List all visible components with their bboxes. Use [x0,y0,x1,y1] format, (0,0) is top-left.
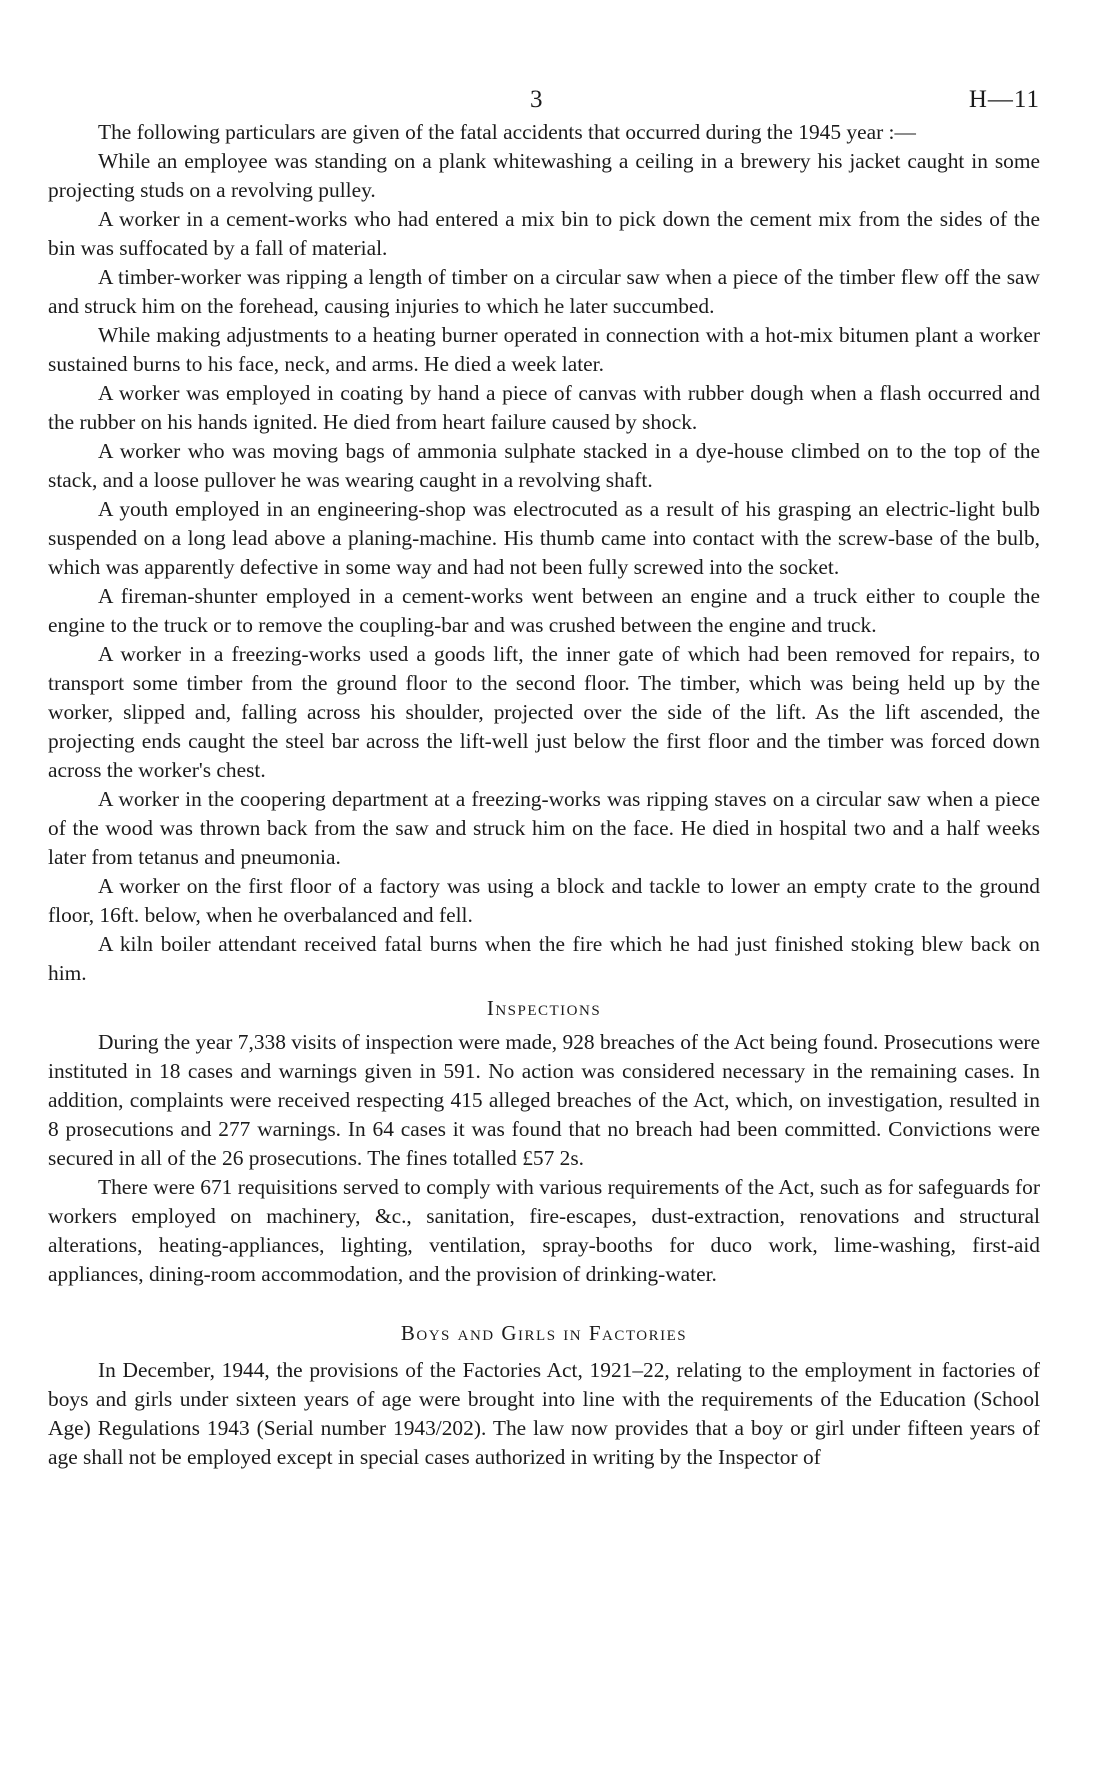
page-header [48,78,1040,118]
accident-paragraph: A worker in a freezing-works used a goods lift, the inner gate of which had been removed for repairs, to transport some timber from the ground floor to the second floor. The timber, which was being held up by the worker, slipped and, falling across his shoulder, projected over the side of the lift. As the lift ascended, the projecting ends caught the steel bar across the lift-well just below the first floor and the timber was forced down across the worker's chest. [48,642,1040,782]
accident-paragraph: A worker in the coopering department at a freezing-works was ripping staves on a circular saw when a piece of the wood was thrown back from the saw and struck him on the face. He died in hospital two and a half weeks later from tetanus and pneumonia. [48,787,1040,869]
accident-paragraph: A kiln boiler attendant received fatal burns when the fire which he had just finished stoking blew back on him. [48,932,1040,985]
accident-paragraph: A timber-worker was ripping a length of timber on a circular saw when a piece of the timber flew off the saw and struck him on the forehead, causing injuries to which he later succumbed. [48,265,1040,318]
document-page [48,78,1040,1472]
fatal-accidents-section [48,118,1040,988]
accident-paragraph: A fireman-shunter employed in a cement-works went between an engine and a truck either to couple the engine to the truck or to remove the coupling-bar and was crushed between the engine and truck. [48,584,1040,637]
accident-paragraph: A worker on the first floor of a factory was using a block and tackle to lower an empty crate to the ground floor, 16ft. below, when he overbalanced and fell. [48,874,1040,927]
boys-and-girls-section [48,1356,1040,1472]
intro-paragraph: The following particulars are given of the fatal accidents that occurred during the 1945 year :— [98,120,916,144]
inspections-section [48,1028,1040,1289]
inspections-paragraph: There were 671 requisitions served to comply with various requirements of the Act, such as for safeguards for workers employed on machinery, &c., sanitation, fire-escapes, dust-extraction, renovations and structural alterations, heating-appliances, lighting, ventilation, spray-booths for duco work, lime-washing, first-aid appliances, dining-room accommodation, and the provision of drinking-water. [48,1175,1040,1286]
accident-paragraph: While making adjustments to a heating burner operated in connection with a hot-mix bitumen plant a worker sustained burns to his face, neck, and arms. He died a week later. [48,323,1040,376]
boys-and-girls-heading: Boys and Girls in Factories [400,1321,688,1345]
inspections-paragraph: During the year 7,338 visits of inspection were made, 928 breaches of the Act being found. Prosecutions were instituted in 18 cases and warnings given in 591. No action was considered necessary in the remaining cases. In addition, complaints were received respecting 415 alleged breaches of the Act, which, on investigation, resulted in 8 prosecutions and 277 warnings. In 64 cases it was found that no breach had been committed. Convictions were secured in all of the 26 prosecutions. The fines totalled £57 2s. [48,1030,1040,1170]
page-number: 3 [530,86,543,113]
accident-paragraph: A youth employed in an engineering-shop was electrocuted as a result of his grasping an electric-light bulb suspended on a long lead above a planing-machine. His thumb came into contact with the screw-base of the bulb, which was apparently defective in some way and had not been fully screwed into the socket. [48,497,1040,579]
document-reference: H—11 [968,86,1040,113]
inspections-heading: Inspections [486,996,602,1020]
accident-paragraph: While an employee was standing on a plank whitewashing a ceiling in a brewery his jacket caught in some projecting studs on a revolving pulley. [48,149,1040,202]
boys-and-girls-paragraph: In December, 1944, the provisions of the Factories Act, 1921–22, relating to the employment in factories of boys and girls under sixteen years of age were brought into line with the requirements of the Education (School Age) Regulations 1943 (Serial number 1943/202). The law now provides that a boy or girl under fifteen years of age shall not be employed except in special cases authorized in writing by the Inspector of [48,1358,1040,1469]
accident-paragraph: A worker who was moving bags of ammonia sulphate stacked in a dye-house climbed on to the top of the stack, and a loose pullover he was wearing caught in a revolving shaft. [48,439,1040,492]
accident-paragraph: A worker was employed in coating by hand a piece of canvas with rubber dough when a flash occurred and the rubber on his hands ignited. He died from heart failure caused by shock. [48,381,1040,434]
accident-paragraph: A worker in a cement-works who had entered a mix bin to pick down the cement mix from the sides of the bin was suffocated by a fall of material. [48,207,1040,260]
